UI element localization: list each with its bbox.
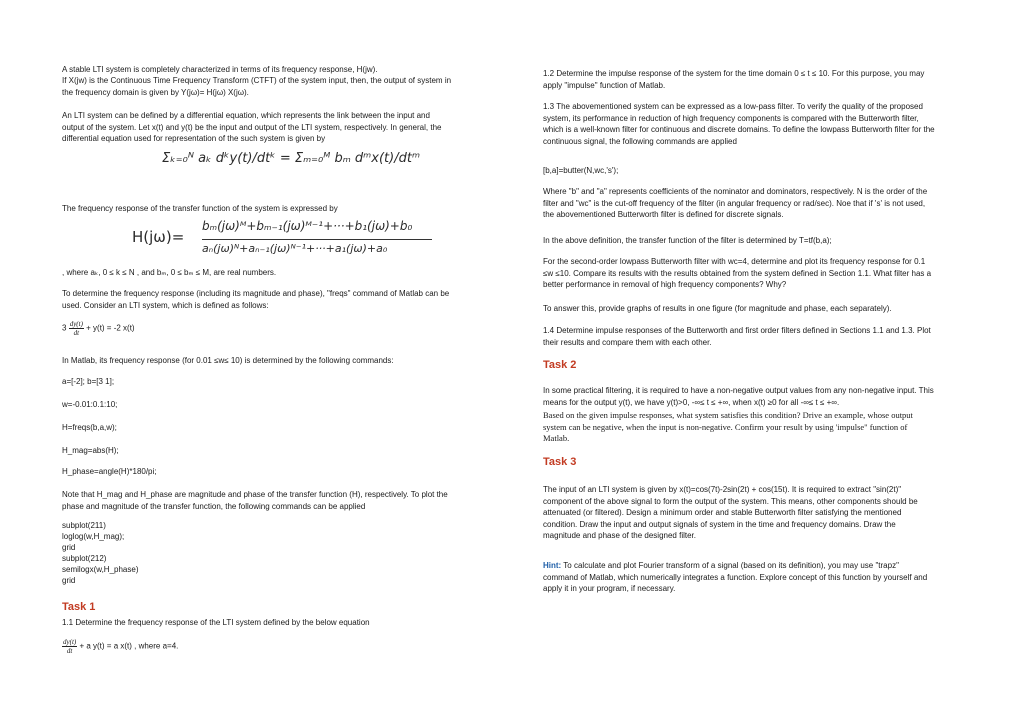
plot-cmd-line: subplot(211) — [62, 521, 106, 530]
example-equation — [62, 320, 135, 337]
freq-response-intro: The frequency response of the transfer function of the system is expressed by — [62, 204, 338, 213]
plot-cmd-line: grid — [62, 543, 76, 552]
task2-paragraph-a: In some practical filtering, it is required to have a non-negative output values from any non-negative input. This means for the output y(t), we have y(t)>0, -∞≤ t ≤ +∞, when x(t) ≥0 for all -∞≤ t ≤ +∞. — [543, 386, 934, 407]
task1-title: Task 1 — [62, 601, 96, 613]
butter-command: [b,a]=butter(N,wc,'s'); — [543, 166, 619, 175]
item-1-3: 1.3 The abovementioned system can be expressed as a low-pass filter. To verify the quality of the proposed system, its performance in reduction of high frequency components is compared with the Butterworth filter, which is a well-known filter for continuous and discrete domains. To define the lowpass Butterworth filter for the continuous signal, the following commands are applied — [543, 102, 935, 146]
example-rest: + y(t) = -2 x(t) — [86, 323, 135, 333]
plot-commands — [62, 520, 138, 586]
intro-line-1: A stable LTI system is completely characterized in terms of its frequency response, H(jw). — [62, 65, 378, 74]
item-1-2: 1.2 Determine the impulse response of the system for the time domain 0 ≤ t ≤ 10. For this purpose, you may apply "impulse" function of Matlab. — [543, 69, 925, 90]
matlab-intro: In Matlab, its frequency response (for 0.01 ≤w≤ 10) is determined by the following commands: — [62, 356, 394, 365]
second-order-paragraph: For the second-order lowpass Butterworth filter with wc=4, determine and plot its frequency response for 0.1 ≤w ≤10. Compare its results with the results obtained from the system defined in Section 1.1. What filter has a better performance in removal of high frequency components? Why? — [543, 257, 932, 289]
cmd-coefficients: a=[-2]; b=[3 1]; — [62, 377, 115, 386]
note-paragraph: Note that H_mag and H_phase are magnitude and phase of the transfer function (H), respectively. To plot the phase and magnitude of the transfer function, the following commands can be applied — [62, 490, 448, 511]
task1-derivative: $\frac{dy(t)}{dt}$ — [63, 638, 77, 655]
hint-text: To calculate and plot Fourier transform of a signal (based on its definition), you may use "trapz" command of Matlab, which numerically integrates a function. Explore concept of this function by yourself and apply it in your program, if necessary. — [543, 561, 928, 593]
example-coef: 3 — [62, 323, 67, 333]
task2-title: Task 2 — [543, 359, 577, 371]
task1-item-1: 1.1 Determine the frequency response of the LTI system defined by the below equation — [62, 618, 370, 627]
answer-line: To answer this, provide graphs of results in one figure (for magnitude and phase, each separately). — [543, 304, 892, 313]
cmd-mag: H_mag=abs(H); — [62, 446, 119, 455]
h-fraction-bar — [202, 239, 432, 240]
intro-paragraph-2: If X(jw) is the Continuous Time Frequency Transform (CTFT) of the system input, then, the output of system in the frequency domain is given by Y(jω)= H(jω) X(jω). — [62, 76, 452, 97]
task3-title: Task 3 — [543, 456, 577, 468]
plot-cmd-line: semilogx(w,H_phase) — [62, 565, 139, 574]
hint-label: Hint: — [543, 561, 562, 570]
task1-eq-rest: + a y(t) = a x(t) , where a=4. — [79, 641, 179, 651]
coefficients-line: , where aₖ, 0 ≤ k ≤ N , and bₘ, 0 ≤ bₘ ≤ M, are real numbers. — [62, 268, 277, 277]
transfer-function-equation — [132, 221, 442, 261]
plot-cmd-line: subplot(212) — [62, 554, 107, 563]
freqs-paragraph: To determine the frequency response (including its magnitude and phase), "freqs" command of Matlab can be used. Consider an LTI system, which is defined as follows: — [62, 289, 450, 310]
h-lhs: H(jω)= — [132, 228, 185, 246]
task3-paragraph: The input of an LTI system is given by x(t)=cos(7t)-2sin(2t) + cos(15t). It is required to extract "sin(2t)" component of the above signal to form the output of the system. This means, other components should be attenuated (or filtered). Design a minimum order and stable Butterworth filter satisfying the mentioned condition. Draw the input and output signals of system in the time and frequency domains. Draw the magnitude and phase of the designed filter. — [543, 485, 918, 540]
cmd-w: w=-0.01:0.1:10; — [62, 400, 118, 409]
where-paragraph: Where "b" and "a" represents coefficients of the nominator and dominators, respectively. N is the order of the filter and "wc" is the cut-off frequency of the filter (in angular frequency or rad/sec). Noe that if 's' is not used, the abovementioned Butterworth filter is defined for discrete signals. — [543, 187, 928, 219]
plot-cmd-line: loglog(w,H_mag); — [62, 532, 125, 541]
item-1-4: 1.4 Determine impulse responses of the Butterworth and first order filters defined in Sections 1.1 and 1.3. Plot their results and compare them with each other. — [543, 326, 931, 347]
plot-cmd-line: grid — [62, 576, 76, 585]
task1-equation — [62, 638, 178, 655]
task2-paragraph-b: Based on the given impulse responses, what system satisfies this condition? Drive an example, whose output system can be negative, when the input is non-negative. Confirm your result by using 'impulse" function of Matlab. — [543, 410, 913, 443]
differential-equation: Σₖ₌₀ᴺ aₖ dᵏy(t)/dtᵏ = Σₘ₌₀ᴹ bₘ dᵐx(t)/dtᵐ — [162, 151, 421, 166]
tf-line: In the above definition, the transfer function of the filter is determined by T=tf(b,a); — [543, 236, 832, 245]
intro-paragraph-3: An LTI system can be defined by a differential equation, which represents the link between the input and output of the system. Let x(t) and y(t) be the input and output of the LTI system, respectively. In general, the differential equation used for representation of the such system is given by — [62, 111, 442, 143]
h-numerator: bₘ(jω)ᴹ+bₘ₋₁(jω)ᴹ⁻¹+···+b₁(jω)+b₀ — [202, 219, 413, 233]
hint-paragraph — [543, 560, 935, 595]
cmd-phase: H_phase=angle(H)*180/pi; — [62, 467, 157, 476]
example-derivative: $\frac{dy(t)}{dt}$ — [69, 320, 83, 337]
h-denominator: aₙ(jω)ᴺ+aₙ₋₁(jω)ᴺ⁻¹+···+a₁(jω)+a₀ — [202, 242, 388, 255]
cmd-freqs: H=freqs(b,a,w); — [62, 423, 117, 432]
